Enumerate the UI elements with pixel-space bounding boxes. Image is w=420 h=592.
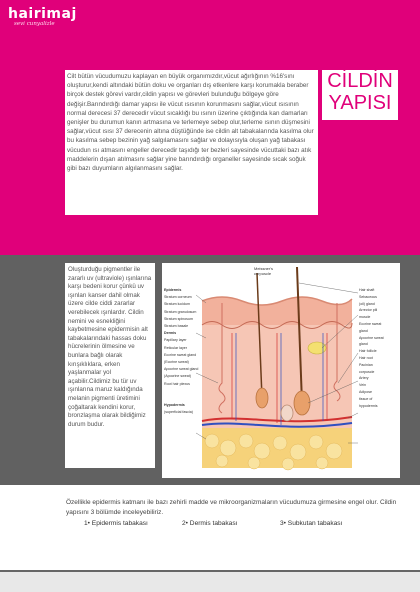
layer-item-epidermis: 1• Epidermis tabakası bbox=[84, 520, 148, 527]
skin-diagram bbox=[162, 263, 400, 478]
page-title-line1: CİLDİN bbox=[327, 70, 393, 92]
figure-labels-right: Hair shaft Sebaceous (oil) gland Arrector pili muscle Eccrine sweat gland Apocrine sweat gland Hair follicle Hair root Pacinian corpuscle Artery Vein Adipose tissue of hypodermis bbox=[359, 288, 384, 408]
layer-list bbox=[66, 520, 408, 532]
page-title-line2: YAPISI bbox=[328, 92, 392, 114]
pacinian-corpuscle bbox=[281, 405, 293, 421]
figure-label-top: Meissner's corpuscle bbox=[254, 266, 273, 276]
layer-item-dermis: 2• Dermis tabakası bbox=[182, 520, 238, 527]
footer-band bbox=[0, 570, 420, 592]
epidermis-layer bbox=[202, 297, 352, 325]
logo-name: hairimaj bbox=[8, 6, 77, 22]
figure-labels-left: Epidermis Stratum corneum Stratum lucidum Stratum granulosum Stratum spinosum Stratum basale Dermis Papillary layer Reticular layer Eccrine sweat gland (Eccrine sweat) Apocrine sweat gland (Apocrine sweat) Root hair plexus Hypodermis (superficial fascia) bbox=[164, 288, 199, 415]
side-paragraph: Oluşturduğu pigmentler ile zararlı uv (ultraviole) ışınlarına karşı bedeni korur çünkü uv ışınları kanser dahil olmak üzere cilde ciddi zararlar verebilecek ışınlardır. Cildin nemini ve esnekliğini kaybetmesine epidermisin alt tabakalarındaki hassas doku hücrelerinin ölmesine ve bunlara bağlı olarak kırışıklıklara, erken yaşlanmalar yol açabilir.Cildimiz bu tür uv ışınlarına maruz kaldığında melanin pigmenti üretimini çoğaltarak kendini korur, bronzlaşma olarak bildiğimiz durum budur. bbox=[68, 266, 152, 428]
hair-follicle bbox=[294, 391, 310, 415]
bottom-paragraph: Özellikle epidermis katmanı ile bazı zehirli madde ve mikroorganizmaların vücudumuza girmesine engel olur. Cildin yapısını 3 bölümde inceleyebiliriz. bbox=[66, 499, 397, 516]
intro-paragraph: Cilt bütün vücudumuzu kaplayan en büyük organımızdır,vücut ağırlığının %16'sını oluşturur,kendi altındaki bütün doku ve organları dış etkenlere karşı korumakla beraber birçok destek görevi vardır,cildin yapısı ve görevleri bulunduğu bölgeye göre değişir.Barındırdığı damar yapısı ile vücut ısısının korunmasını sağlar,vücut ısısının normal derecesi 37 derecedir vücut sıcaklığı bu ısının üzerine çıktığında kan damarları genişler bu durumun kanın artmasına ve terlemeye sebep olur,terleme ısının düşmesini sağlar,vücut ısısı 37 derecenin altına düştüğünde ise cildin alt tabakalarında kasılma olur bu kasılma sebep bezinin yağ salgılamasını sağlar ve dolayısıyla oluşan yağ tabakası vücudun ısı atmasını engeller derecedir taşıdığı ter bezleri sayesinde vücuttaki bazı atık maddelerin dışarı atılmasını sağlar yine barındırdığı organeller sayesinde sıcak soğuk gibi bazı duyumların algılanmasını sağlar. bbox=[67, 73, 314, 173]
title-box bbox=[322, 70, 398, 120]
layer-item-subkutan: 3• Subkutan tabakası bbox=[280, 520, 343, 527]
logo-tagline: sevi cunyalizle bbox=[14, 21, 55, 27]
logo bbox=[8, 6, 77, 40]
